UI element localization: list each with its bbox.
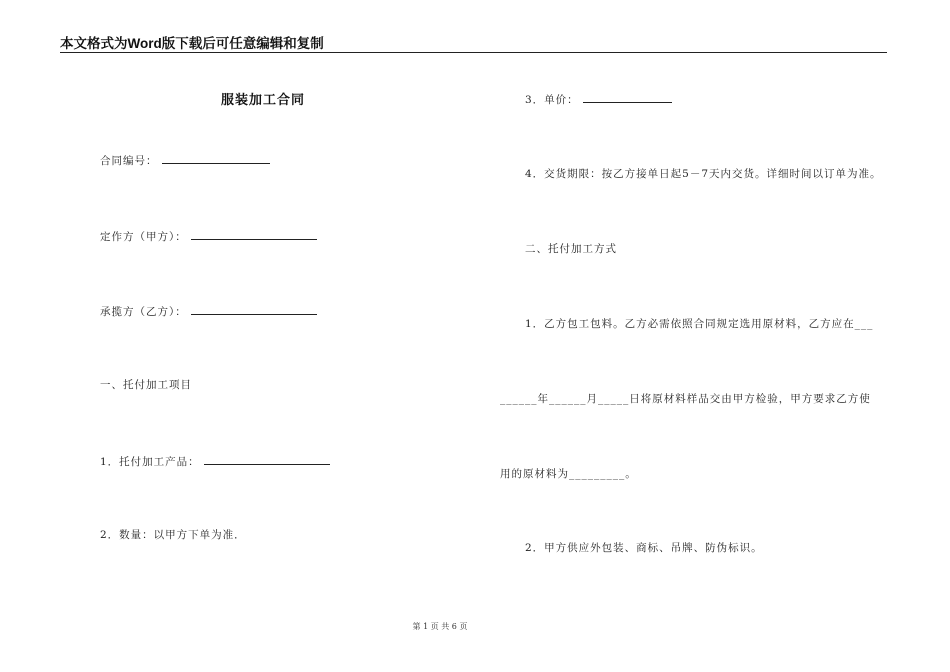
- product-label: 1．托付加工产品：: [100, 456, 200, 468]
- unit-price-line: [525, 92, 895, 107]
- quantity-line: 2．数量：以甲方下单为准．: [100, 529, 246, 541]
- header-note: 本文格式为Word版下载后可任意编辑和复制: [60, 36, 324, 51]
- header-divider: [60, 52, 887, 53]
- client-blank: [191, 229, 317, 240]
- contractor-label: 承揽方（乙方）：: [100, 306, 187, 318]
- unit-price-label: 3．单价：: [525, 94, 579, 106]
- method-1-line-2: ______年______月_____日将原材料样品交由甲方检验，甲方要求乙方使: [500, 393, 871, 405]
- product-line: [100, 454, 400, 469]
- document-title: 服装加工合同: [220, 93, 305, 108]
- contract-number-blank: [162, 153, 270, 164]
- contractor-blank: [191, 304, 317, 315]
- contractor-line: [100, 304, 400, 319]
- method-1-line-1: 1．乙方包工包料。乙方必需依照合同规定选用原材料，乙方应在___: [525, 318, 874, 330]
- page-number-footer: 第 1 页 共 6 页: [412, 622, 468, 631]
- product-blank: [204, 454, 330, 465]
- contract-number-line: [100, 153, 400, 168]
- client-line: [100, 229, 400, 244]
- client-label: 定作方（甲方）：: [100, 231, 187, 243]
- contract-number-label: 合同编号：: [100, 155, 158, 167]
- unit-price-blank: [583, 92, 672, 103]
- section-one-heading: 一、托付加工项目: [100, 379, 192, 391]
- method-2-line: 2．甲方供应外包装、商标、吊牌、防伪标识。: [525, 542, 763, 554]
- section-two-heading: 二、托付加工方式: [525, 243, 617, 255]
- delivery-line: 4．交货期限：按乙方接单日起5－7天内交货。详细时间以订单为准。: [525, 168, 882, 180]
- method-1-line-3: 用的原材料为_________。: [500, 468, 637, 480]
